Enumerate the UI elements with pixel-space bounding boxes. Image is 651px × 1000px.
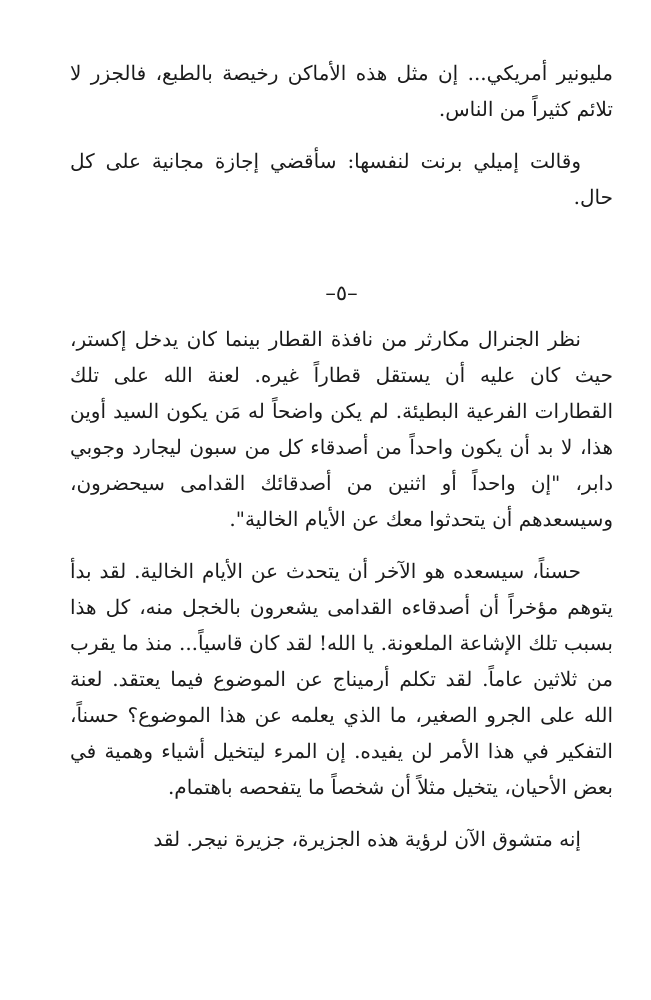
chapter-heading: –٥– bbox=[325, 281, 358, 305]
paragraph-emily-brent: وقالت إميلي برنت لنفسها: سأقضي إجازة مجانية على كل حال. bbox=[70, 149, 613, 209]
paragraph-general-macarthur: نظر الجنرال مكارثر من نافذة القطار بينما كان يدخل إكستر، حيث كان عليه أن يستقل قطاراً غيره. لعنة الله على تلك القطارات الفرعية البطيئة. لم يكن واضحاً له مَن يكون السيد أوين هذا، لا بد أن يكون واحداً من أصدقاء كل من سبون ليجارد وجوبي دابر، "إن واحداً أو اثنين من أصدقائك القدامى سيحضرون، وسيسعدهم أن يتحدثوا معك عن الأيام الخالية". bbox=[70, 327, 613, 531]
paragraph-continuation: مليونير أمريكي... إن مثل هذه الأماكن رخيصة بالطبع، فالجزر لا تلائم كثيراً من الناس. bbox=[70, 61, 613, 121]
paragraph-old-days: حسناً، سيسعده هو الآخر أن يتحدث عن الأيام الخالية. لقد بدأ يتوهم مؤخراً أن أصدقاءه القدامى يشعرون بالخجل منه، كل هذا بسبب تلك الإشاعة الملعونة. يا الله! لقد كان قاسياً... منذ ما يقرب من ثلاثين عاماً. لقد تكلم أرميناج عن الموضوع فيما يعتقد. لعنة الله على الجرو الصغير، ما الذي يعلمه عن هذا الموضوع؟ حسناً، التفكير في هذا الأمر لن يفيده. إن المرء ليتخيل أشياء وهمية في بعض الأحيان، يتخيل مثلاً أن شخصاً ما يتفحصه باهتمام. bbox=[70, 559, 613, 799]
paragraph-nigger-island: إنه متشوق الآن لرؤية هذه الجزيرة، جزيرة نيجر. لقد bbox=[153, 827, 581, 851]
